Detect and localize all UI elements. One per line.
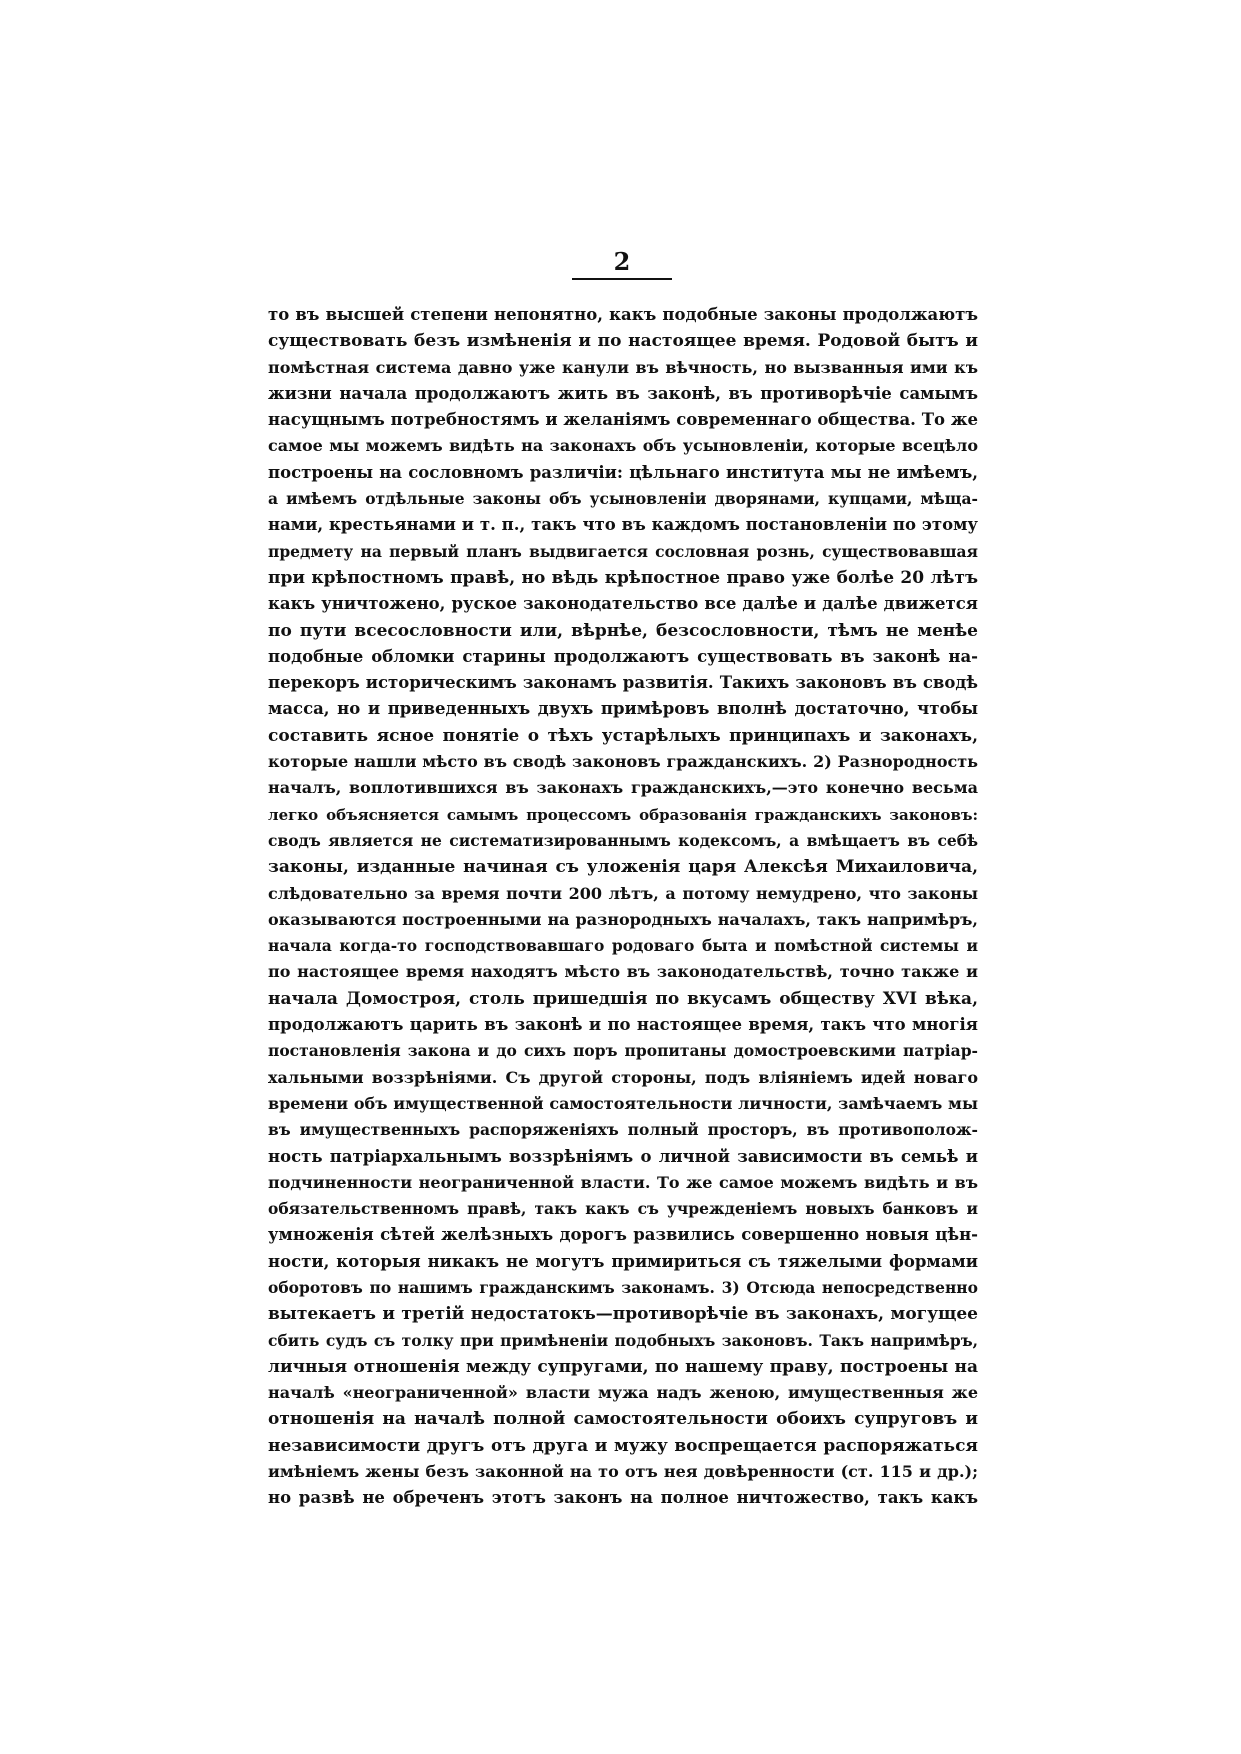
text-line: слѣдовательно за время почти 200 лѣтъ, а потому немудрено, что законы <box>268 883 978 903</box>
text-line: построены на сословномъ различіи: цѣльнаго института мы не имѣемъ, <box>268 462 978 482</box>
text-line: оборотовъ по нашимъ гражданскимъ законамъ. 3) Отсюда непосредственно <box>268 1277 978 1297</box>
text-line: при крѣпостномъ правѣ, но вѣдь крѣпостное право уже болѣе 20 лѣтъ <box>268 567 978 588</box>
text-line: какъ уничтожено, руское законодательство все далѣе и далѣе движется <box>268 594 978 614</box>
text-line: сводъ является не систематизированнымъ кодексомъ, а вмѣщаетъ въ себѣ <box>268 830 978 850</box>
text-line: по пути всесословности или, вѣрнѣе, безсословности, тѣмъ не менѣе <box>268 620 978 641</box>
text-line: обязательственномъ правѣ, такъ какъ съ учрежденіемъ новыхъ банковъ и <box>268 1199 978 1219</box>
page-number: 2 <box>613 247 631 276</box>
text-line: по настоящее время находятъ мѣсто въ законодательствѣ, точно также и <box>268 962 978 982</box>
text-line: личныя отношенія между супругами, по нашему праву, построены на <box>268 1356 978 1377</box>
text-line: существовать безъ измѣненія и по настоящее время. Родовой бытъ и <box>268 331 978 352</box>
text-line: началъ, воплотившихся въ законахъ гражданскихъ,—это конечно весьма <box>268 778 978 798</box>
text-line: сбить судъ съ толку при примѣненіи подобныхъ законовъ. Такъ напримѣръ, <box>268 1330 978 1350</box>
text-line: насущнымъ потребностямъ и желаніямъ современнаго общества. То же <box>268 410 978 430</box>
text-line: хальными воззрѣніями. Съ другой стороны, подъ вліяніемъ идей новаго <box>268 1067 978 1087</box>
text-line: вытекаетъ и третій недостатокъ—противорѣчіе въ законахъ, могущее <box>268 1304 978 1325</box>
text-line: начала Домостроя, столь пришедшія по вкусамъ обществу XVI вѣка, <box>268 988 978 1009</box>
text-line: оказываются построенными на разнородныхъ началахъ, такъ напримѣръ, <box>268 909 978 929</box>
text-line: помѣстная система давно уже канули въ вѣчность, но вызванныя ими къ <box>268 357 978 377</box>
text-line: подчиненности неограниченной власти. То же самое можемъ видѣть и въ <box>268 1172 978 1192</box>
text-line: независимости другъ отъ друга и мужу воспрещается распоряжаться <box>268 1435 978 1456</box>
text-line: легко объясняется самымъ процессомъ образованія гражданскихъ законовъ: <box>268 805 978 824</box>
text-line: въ имущественныхъ распоряженіяхъ полный просторъ, въ противополож- <box>268 1120 978 1140</box>
text-line: продолжаютъ царить въ законѣ и по настоящее время, такъ что многія <box>268 1015 978 1035</box>
text-line: началѣ «неограниченной» власти мужа надъ женою, имущественныя же <box>268 1383 978 1403</box>
text-line: составить ясное понятіе о тѣхъ устарѣлыхъ принципахъ и законахъ, <box>268 725 978 746</box>
text-line: самое мы можемъ видѣть на законахъ объ усыновленіи, которые всецѣло <box>268 436 978 456</box>
text-line: постановленія закона и до сихъ поръ пропитаны домостроевскими патріар- <box>268 1041 978 1061</box>
text-line: но развѣ не обреченъ этотъ законъ на полное ничтожество, такъ какъ <box>268 1488 978 1508</box>
text-line: времени объ имущественной самостоятельности личности, замѣчаемъ мы <box>268 1093 978 1113</box>
page-number-rule <box>572 278 672 280</box>
text-line: масса, но и приведенныхъ двухъ примѣровъ вполнѣ достаточно, чтобы <box>268 699 978 719</box>
text-line: ности, которыя никакъ не могутъ примириться съ тяжелыми формами <box>268 1251 978 1271</box>
text-line: умноженія сѣтей желѣзныхъ дорогъ развились совершенно новыя цѣн- <box>268 1225 978 1245</box>
text-line: предмету на первый планъ выдвигается сословная рознь, существовавшая <box>268 541 978 561</box>
text-line: начала когда-то господствовавшаго родоваго быта и помѣстной системы и <box>268 936 978 956</box>
text-line: перекоръ историческимъ законамъ развитія. Такихъ законовъ въ сводѣ <box>268 673 978 693</box>
text-line: ность патріархальнымъ воззрѣніямъ о личной зависимости въ семьѣ и <box>268 1146 978 1166</box>
text-line: которые нашли мѣсто въ сводѣ законовъ гражданскихъ. 2) Разнородность <box>268 752 978 772</box>
text-line: подобные обломки старины продолжаютъ существовать въ законѣ на- <box>268 646 978 666</box>
text-line: нами, крестьянами и т. п., такъ что въ каждомъ постановленіи по этому <box>268 515 978 535</box>
text-line: то въ высшей степени непонятно, какъ подобные законы продолжаютъ <box>268 305 978 324</box>
text-line: жизни начала продолжаютъ жить въ законѣ, въ противорѣчіе самымъ <box>268 383 978 403</box>
text-line: а имѣемъ отдѣльные законы объ усыновленіи дворянами, купцами, мѣща- <box>268 489 978 509</box>
text-line: законы, изданные начиная съ уложенія царя Алексѣя Михаиловича, <box>268 857 978 878</box>
body-text <box>268 302 978 1512</box>
text-line: имѣніемъ жены безъ законной на то отъ нея довѣренности (ст. 115 и др.); <box>268 1462 978 1482</box>
text-line: отношенія на началѣ полной самостоятельности обоихъ супруговъ и <box>268 1409 978 1430</box>
